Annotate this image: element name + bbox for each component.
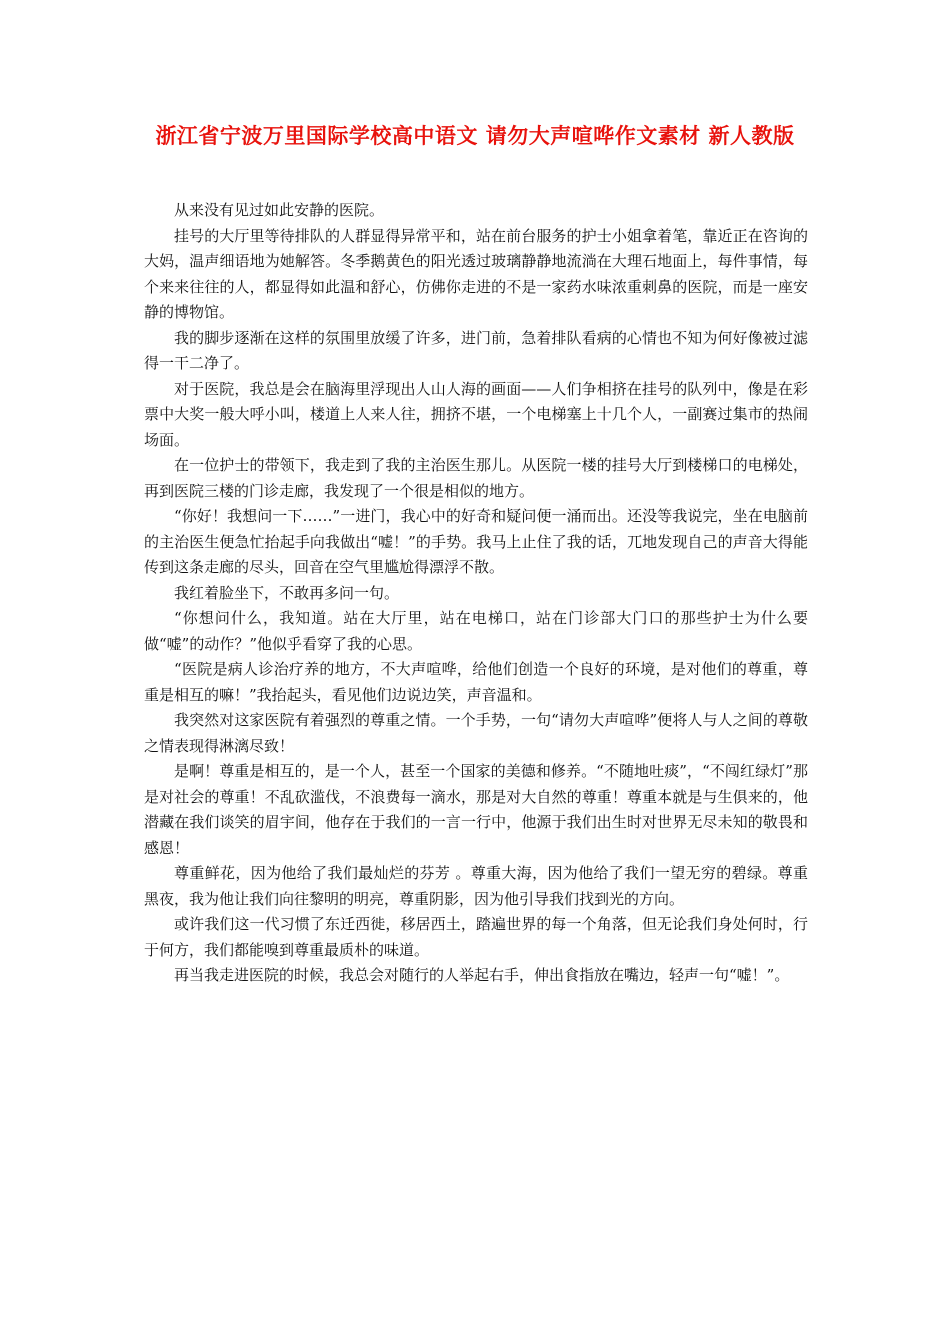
paragraph: 在一位护士的带领下，我走到了我的主治医生那儿。从医院一楼的挂号大厅到楼梯口的电梯处，再到医院三楼的门诊走廊，我发现了一个很是相似的地方。 — [144, 456, 808, 500]
paragraph: 尊重鲜花，因为他给了我们最灿烂的芬芳 。尊重大海，因为他给了我们一望无穷的碧绿。尊重黑夜，我为他让我们向往黎明的明亮，尊重阴影，因为他引导我们找到光的方向。 — [144, 864, 808, 908]
paragraph: 我突然对这家医院有着强烈的尊重之情。一个手势，一句“请勿大声喧哗”便将人与人之间的尊敬之情表现得淋漓尽致！ — [144, 711, 808, 755]
document-body — [144, 198, 808, 989]
document-title: 浙江省宁波万里国际学校高中语文 请勿大声喧哗作文素材 新人教版 — [155, 124, 795, 148]
paragraph: “医院是病人诊治疗养的地方，不大声喧哗，给他们创造一个良好的环境，是对他们的尊重，尊重是相互的嘛！”我抬起头，看见他们边说边笑，声音温和。 — [144, 660, 808, 704]
paragraph: 再当我走进医院的时候，我总会对随行的人举起右手，伸出食指放在嘴边，轻声一句“嘘！”。 — [174, 966, 790, 984]
paragraph: 对于医院，我总是会在脑海里浮现出人山人海的画面——人们争相挤在挂号的队列中，像是在彩票中大奖一般大呼小叫，楼道上人来人往，拥挤不堪，一个电梯塞上十几个人，一副赛过集市的热闹场面。 — [144, 379, 808, 449]
paragraph: 我红着脸坐下，不敢再多问一句。 — [174, 583, 400, 602]
paragraph: 是啊！尊重是相互的，是一个人，甚至一个国家的美德和修养。“不随地吐痰”，“不闯红绿灯”那是对社会的尊重！不乱砍滥伐，不浪费每一滴水，那是对大自然的尊重！尊重本就是与生俱来的，他潜藏在我们谈笑的眉宇间，他存在于我们的一言一行中，他源于我们出生时对世界无尽未知的敬畏和感恩！ — [144, 762, 808, 857]
paragraph: “你好！我想问一下……”一进门，我心中的好奇和疑问便一涌而出。还没等我说完，坐在电脑前的主治医生便急忙抬起手向我做出“嘘！”的手势。我马上止住了我的话，兀地发现自己的声音大得能传到这条走廊的尽头，回音在空气里尴尬得漂浮不散。 — [144, 507, 808, 576]
paragraph: 或许我们这一代习惯了东迁西徙，移居西土，踏遍世界的每一个角落，但无论我们身处何时，行于何方，我们都能嗅到尊重最质朴的味道。 — [144, 915, 808, 959]
paragraph: 从来没有见过如此安静的医院。 — [174, 201, 385, 219]
paragraph: 我的脚步逐渐在这样的氛围里放缓了许多，进门前，急着排队看病的心情也不知为何好像被过滤得一干二净了。 — [144, 328, 808, 372]
paragraph: 挂号的大厅里等待排队的人群显得异常平和，站在前台服务的护士小姐拿着笔，靠近正在咨询的大妈，温声细语地为她解答。冬季鹅黄色的阳光透过玻璃静静地流淌在大理石地面上，每件事情，每个来来往往的人，都显得如此温和舒心，仿佛你走进的不是一家药水味浓重刺鼻的医院，而是一座安静的博物馆。 — [144, 226, 808, 321]
paragraph: “你想问什么，我知道。站在大厅里，站在电梯口，站在门诊部大门口的那些护士为什么要做“嘘”的动作？”他似乎看穿了我的心思。 — [144, 609, 808, 653]
